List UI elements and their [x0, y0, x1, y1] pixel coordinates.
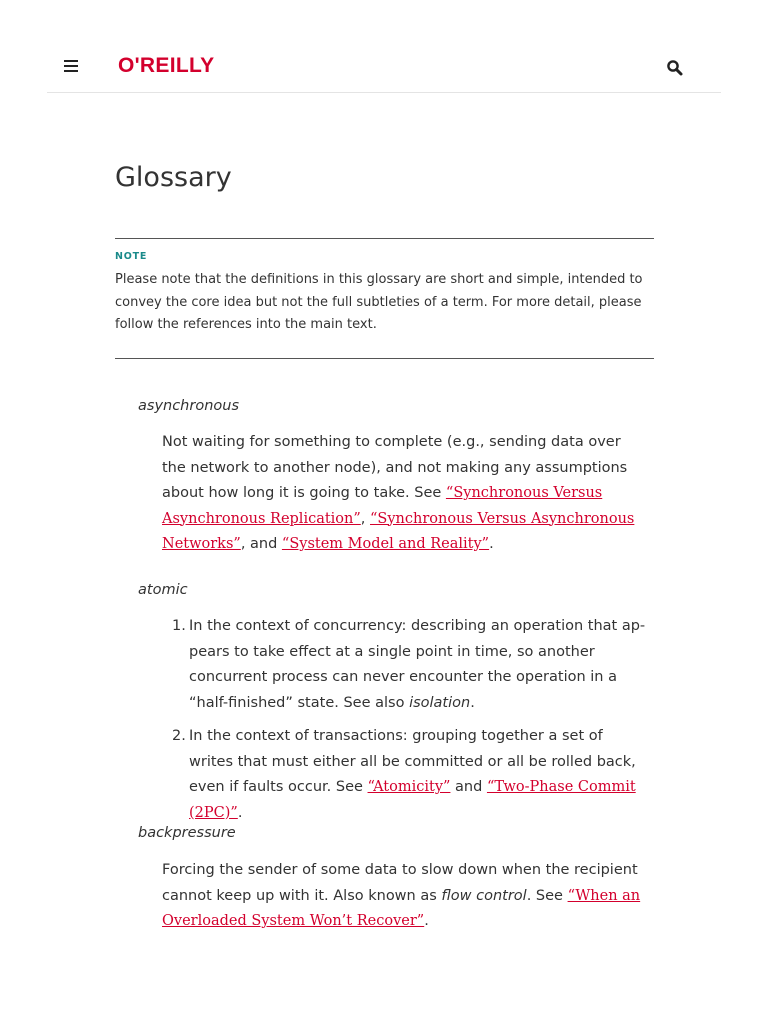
note-box	[115, 238, 654, 359]
xref-link-sync-async-networks[interactable]: “Synchronous Versus Asynchronous Networks”	[162, 510, 635, 552]
definition-text: Not waiting for something to complete (e.g., sending data over the network to another node), and not making any assumptions about how long it is going to take. See	[162, 434, 628, 501]
list-item	[162, 724, 646, 826]
definition-text: . See	[526, 887, 568, 904]
list-item	[162, 614, 646, 716]
definition-text: In the context of concurrency: describing an operation that appears to take effect at a single point in time, so another concurrent process can never encounter the operation in a “half-finished” state. See also	[189, 618, 646, 711]
term-reference-isolation: isolation	[409, 694, 471, 711]
period: .	[489, 536, 494, 552]
list-number: 2.	[172, 728, 186, 744]
term-reference-flow-control: flow control	[441, 887, 527, 904]
search-icon[interactable]	[666, 59, 684, 77]
xref-link-two-phase-commit[interactable]: “Two-Phase Commit (2PC)”	[189, 779, 636, 821]
hamburger-menu-icon[interactable]	[63, 58, 79, 74]
glossary-definition-atomic	[162, 614, 646, 826]
page-title: Glossary	[115, 162, 232, 193]
period: .	[424, 913, 429, 929]
xref-link-atomicity[interactable]: “Atomicity”	[367, 779, 451, 795]
separator: and	[450, 779, 487, 795]
definition-text: In the context of transactions: grouping together a set of writes that must either all be committed or all be rolled back, even if faults occur. See	[189, 728, 636, 795]
glossary-term-atomic: atomic	[138, 582, 188, 598]
xref-link-sync-async-replication[interactable]: “Synchronous Versus Asynchronous Replication”	[162, 485, 603, 527]
note-label: NOTE	[115, 251, 148, 262]
top-nav-bar	[47, 44, 721, 93]
period: .	[470, 694, 475, 711]
period: .	[237, 804, 243, 821]
separator: , and	[240, 536, 282, 552]
glossary-term-asynchronous: asynchronous	[138, 398, 240, 414]
definition-text: Forcing the sender of some data to slow down when the recipient cannot keep up with it. Also known as	[162, 862, 638, 904]
oreilly-logo[interactable]: O'REILLY	[118, 54, 215, 77]
note-text: Please note that the definitions in this glossary are short and simple, intended to convey the core idea but not the full subtleties of a term. For more detail, please follow the references into the main text.	[115, 272, 643, 332]
separator: ,	[360, 510, 371, 527]
xref-link-overloaded-system[interactable]: “When an Overloaded System Won’t Recover”	[162, 887, 641, 929]
list-number: 1.	[172, 618, 186, 634]
glossary-term-backpressure: backpressure	[138, 825, 236, 841]
glossary-definition-backpressure	[162, 858, 646, 935]
xref-link-system-model-reality[interactable]: “System Model and Reality”	[281, 536, 490, 552]
glossary-definition-asynchronous	[162, 430, 646, 558]
